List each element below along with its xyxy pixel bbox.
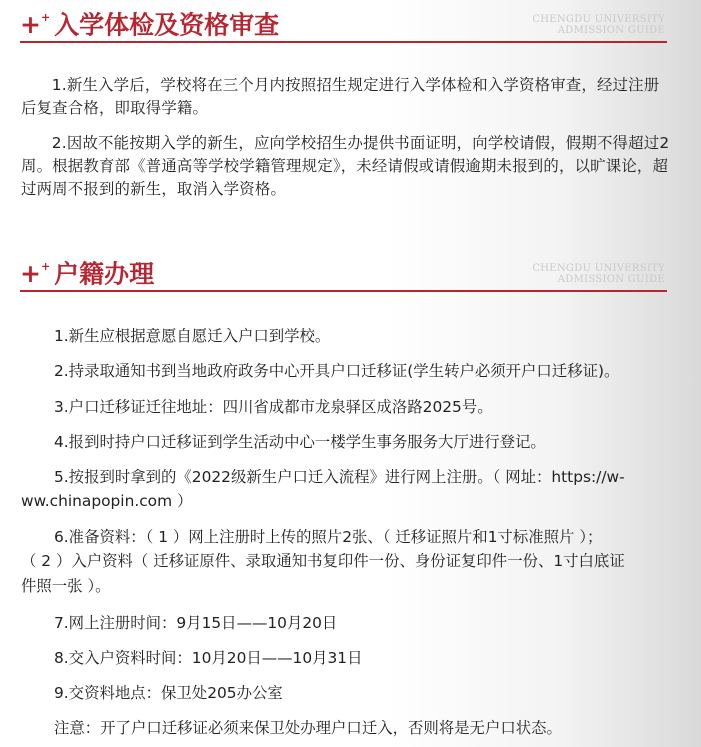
plus-icon: ++ — [20, 10, 51, 39]
paragraph: 1.新生入学后，学校将在三个月内按照招生规定进行入学体检和入学资格审查，经过注册后复查合格，即取得学籍。 — [21, 76, 660, 117]
list-item-continuation: （ 2 ）入户资料（ 迁移证原件、录取通知书复印件一份、身份证复印件一份、1寸白底证 — [21, 552, 625, 570]
list-item: 4.报到时持户口迁移证到学生活动中心一楼学生事务服务大厅进行登记。 — [54, 433, 546, 451]
list-item: 2.持录取通知书到当地政府政务中心开具户口迁移证(学生转户必须开户口迁移证)。 — [54, 362, 620, 380]
section-header — [20, 256, 667, 292]
section-title: ++ 户籍办理 — [20, 259, 155, 288]
list-item: 1.新生应根据意愿自愿迁入户口到学校。 — [54, 327, 331, 345]
list-item: 3.户口迁移证迁往地址：四川省成都市龙泉驿区成洛路2025号。 — [54, 398, 493, 416]
section-title: ++ 入学体检及资格审查 — [20, 10, 280, 39]
list-item-continuation: ww.chinapopin.com ） — [21, 492, 193, 510]
list-item: 6.准备资料：（ 1 ）网上注册时上传的照片2张、（ 迁移证照片和1寸标准照片 ）； — [54, 528, 603, 546]
brand-watermark: CHENGDU UNIVERSITY ADMISSION GUIDE — [532, 263, 665, 285]
list-item: 8.交入户资料时间：10月20日——10月31日 — [54, 649, 363, 667]
note-text: 注意：开了户口迁移证必须来保卫处办理户口迁入，否则将是无户口状态。 — [54, 719, 562, 737]
plus-icon: ++ — [20, 259, 51, 288]
paragraph: 2.因故不能按期入学的新生，应向学校招生办提供书面证明，向学校请假，假期不得超过2周。根据教育部《普通高等学校学籍管理规定》，未经请假或请假逾期未报到的，以旷课论，超过两周不报到的新生，取消入学资格。 — [21, 134, 670, 198]
brand-watermark: CHENGDU UNIVERSITY ADMISSION GUIDE — [532, 14, 665, 36]
list-item: 5.按报到时拿到的《2022级新生户口迁入流程》进行网上注册。（ 网址：https://w- — [54, 468, 625, 486]
list-item-continuation: 件照一张 ）。 — [21, 577, 111, 595]
list-item: 7.网上注册时间：9月15日——10月20日 — [54, 614, 338, 632]
section-header — [20, 7, 667, 43]
list-item: 9.交资料地点：保卫处205办公室 — [54, 684, 283, 702]
